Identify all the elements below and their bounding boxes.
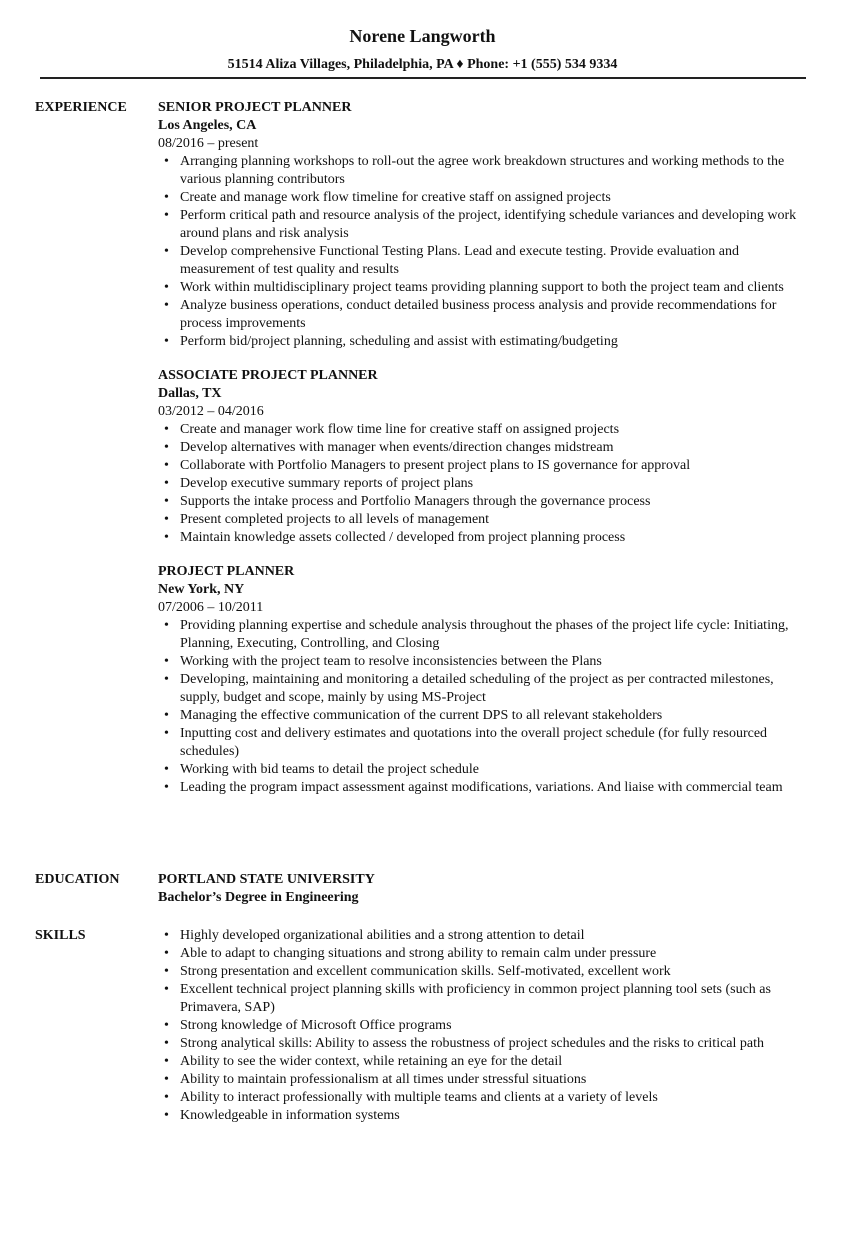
skill-item: • Able to adapt to changing situations and strong ability to remain calm under pressure <box>180 945 813 963</box>
job-location: Los Angeles, CA <box>158 118 257 133</box>
section-label-education: EDUCATION <box>35 872 120 887</box>
bullet-item: • Collaborate with Portfolio Managers to present project plans to IS governance for approval <box>180 457 813 475</box>
skill-item: • Ability to see the wider context, while retaining an eye for the detail <box>180 1053 813 1071</box>
bullet-item: • Working with bid teams to detail the project schedule <box>180 761 813 779</box>
bullet-item: • Develop comprehensive Functional Testing Plans. Lead and execute testing. Provide evaluation and measurement of test quality and results <box>180 243 813 279</box>
bullet-item: • Perform critical path and resource analysis of the project, identifying schedule variances and developing work around plans and risk analysis <box>180 207 813 243</box>
job-entry <box>158 99 813 351</box>
job-entry <box>158 367 813 547</box>
bullet-item: • Developing, maintaining and monitoring a detailed scheduling of the project as per contracted milestones, supply, budget and scope, mainly by using MS-Project <box>180 671 813 707</box>
header-divider <box>40 77 806 79</box>
skill-item: • Ability to maintain professionalism at all times under stressful situations <box>180 1071 813 1089</box>
experience-list <box>158 99 813 813</box>
contact-line: 51514 Aliza Villages, Philadelphia, PA ♦ Phone: +1 (555) 534 9334 <box>227 57 618 72</box>
job-bullets <box>158 617 813 797</box>
bullet-item: • Create and manage work flow timeline for creative staff on assigned projects <box>180 189 813 207</box>
skill-item: • Strong presentation and excellent communication skills. Self-motivated, excellent work <box>180 963 813 981</box>
skill-item: • Highly developed organizational abilities and a strong attention to detail <box>180 927 813 945</box>
bullet-item: • Providing planning expertise and schedule analysis throughout the phases of the project life cycle: Initiating, Planning, Executing, Controlling, and Closing <box>180 617 813 653</box>
education-entry <box>158 871 813 907</box>
bullet-item: • Analyze business operations, conduct detailed business process analysis and provide recommendations for process improvements <box>180 297 813 333</box>
bullet-item: • Perform bid/project planning, scheduling and assist with estimating/budgeting <box>180 333 813 351</box>
skill-item: • Knowledgeable in information systems <box>180 1107 813 1125</box>
bullet-item: • Leading the program impact assessment against modifications, variations. And liaise with commercial team <box>180 779 813 797</box>
candidate-name: Norene Langworth <box>349 26 496 46</box>
job-bullets <box>158 421 813 547</box>
school-name: PORTLAND STATE UNIVERSITY <box>158 872 375 887</box>
skill-item: • Strong knowledge of Microsoft Office programs <box>180 1017 813 1035</box>
job-dates: 03/2012 – 04/2016 <box>158 404 264 419</box>
bullet-item: • Inputting cost and delivery estimates and quotations into the overall project schedule (for fully resourced schedules) <box>180 725 813 761</box>
job-title: SENIOR PROJECT PLANNER <box>158 100 352 115</box>
skills-list-wrapper <box>158 927 813 1125</box>
skill-item: • Strong analytical skills: Ability to assess the robustness of project schedules and the risks to critical path <box>180 1035 813 1053</box>
bullet-item: • Supports the intake process and Portfolio Managers through the governance process <box>180 493 813 511</box>
bullet-item: • Managing the effective communication of the current DPS to all relevant stakeholders <box>180 707 813 725</box>
job-location: Dallas, TX <box>158 386 222 401</box>
bullet-item: • Working with the project team to resolve inconsistencies between the Plans <box>180 653 813 671</box>
degree: Bachelor’s Degree in Engineering <box>158 890 359 905</box>
job-entry <box>158 563 813 797</box>
bullet-item: • Maintain knowledge assets collected / developed from project planning process <box>180 529 813 547</box>
section-label-experience: EXPERIENCE <box>35 100 127 115</box>
job-title: ASSOCIATE PROJECT PLANNER <box>158 368 378 383</box>
bullet-item: • Work within multidisciplinary project teams providing planning support to both the project team and clients <box>180 279 813 297</box>
skills-list <box>158 927 813 1125</box>
job-dates: 08/2016 – present <box>158 136 259 151</box>
bullet-item: • Present completed projects to all levels of management <box>180 511 813 529</box>
job-bullets <box>158 153 813 351</box>
bullet-item: • Create and manager work flow time line for creative staff on assigned projects <box>180 421 813 439</box>
job-title: PROJECT PLANNER <box>158 564 295 579</box>
resume-header <box>0 24 845 74</box>
bullet-item: • Arranging planning workshops to roll-out the agree work breakdown structures and working methods to the various planning contributors <box>180 153 813 189</box>
bullet-item: • Develop alternatives with manager when events/direction changes midstream <box>180 439 813 457</box>
job-location: New York, NY <box>158 582 245 597</box>
section-label-skills: SKILLS <box>35 928 86 943</box>
job-dates: 07/2006 – 10/2011 <box>158 600 264 615</box>
bullet-item: • Develop executive summary reports of project plans <box>180 475 813 493</box>
skill-item: • Ability to interact professionally with multiple teams and clients at a variety of levels <box>180 1089 813 1107</box>
skill-item: • Excellent technical project planning skills with proficiency in common project planning tool sets (such as Primavera, SAP) <box>180 981 813 1017</box>
